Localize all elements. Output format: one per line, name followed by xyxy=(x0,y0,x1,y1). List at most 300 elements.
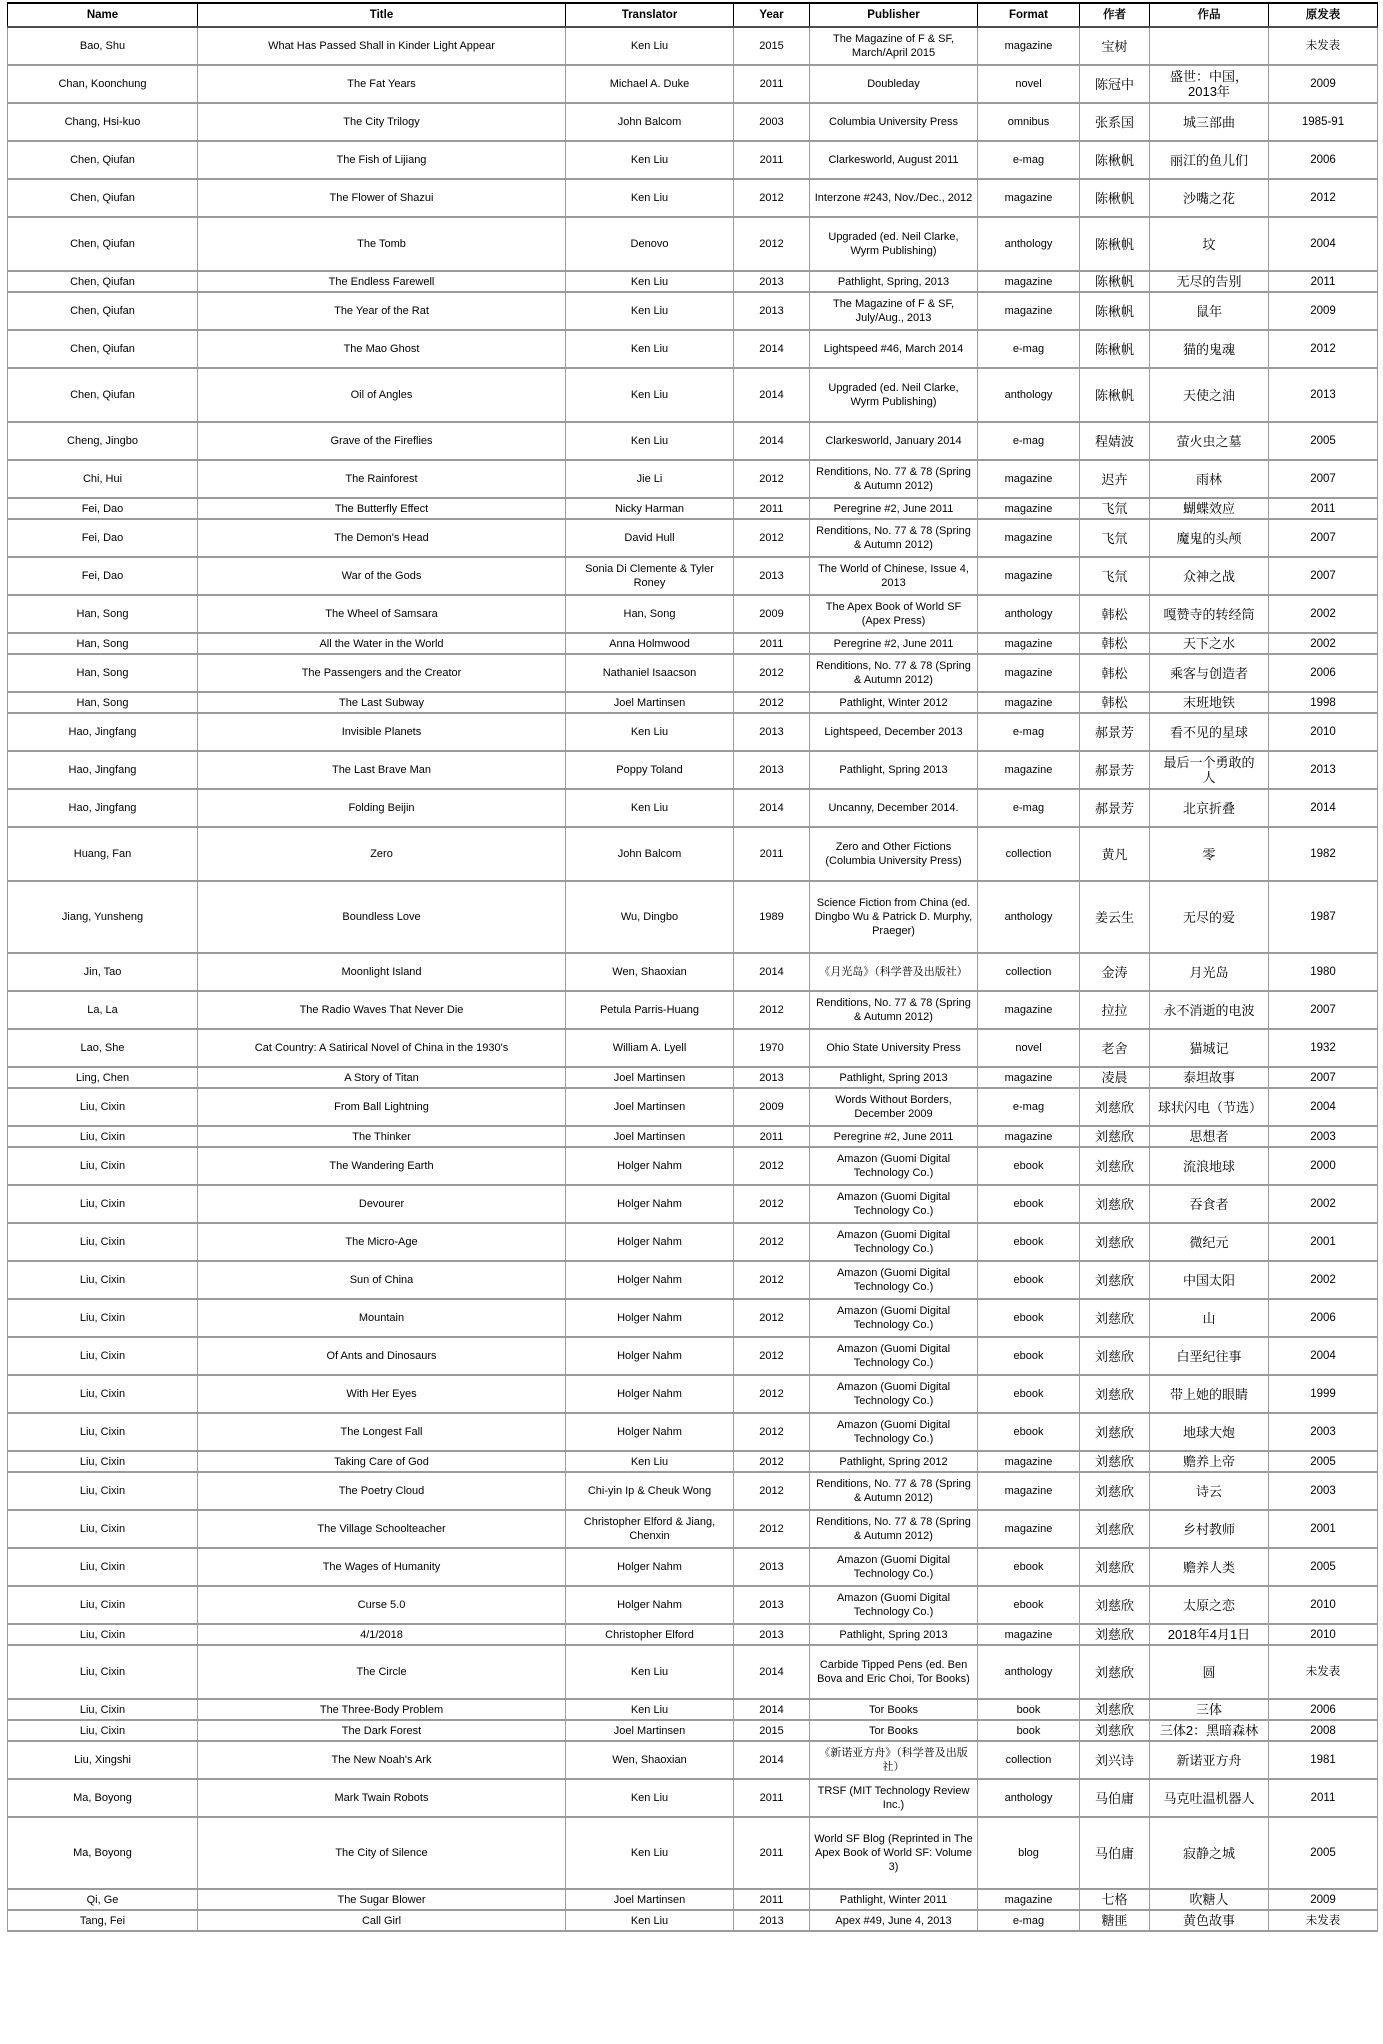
table-cell-orig_pub: 2003 xyxy=(1269,1413,1378,1451)
table-cell-title: The Sugar Blower xyxy=(198,1889,566,1910)
table-cell-work_cn: 无尽的告别 xyxy=(1150,271,1269,292)
table-cell-name: Liu, Cixin xyxy=(8,1699,198,1720)
table-cell-title: Cat Country: A Satirical Novel of China in the 1930's xyxy=(198,1029,566,1067)
table-row xyxy=(8,1337,1378,1375)
table-row xyxy=(8,65,1378,103)
table-row xyxy=(8,713,1378,751)
table-cell-publisher: Zero and Other Fictions (Columbia University Press) xyxy=(810,827,978,881)
table-cell-orig_pub: 2006 xyxy=(1269,141,1378,179)
table-cell-format: anthology xyxy=(978,881,1080,953)
table-cell-publisher: Interzone #243, Nov./Dec., 2012 xyxy=(810,179,978,217)
table-row xyxy=(8,1147,1378,1185)
table-cell-author_cn: 刘慈欣 xyxy=(1080,1699,1150,1720)
table-cell-format: magazine xyxy=(978,271,1080,292)
table-cell-format: e-mag xyxy=(978,1910,1080,1931)
table-cell-publisher: Ohio State University Press xyxy=(810,1029,978,1067)
table-cell-title: The Circle xyxy=(198,1645,566,1699)
table-cell-name: Liu, Cixin xyxy=(8,1126,198,1147)
table-cell-title: Grave of the Fireflies xyxy=(198,422,566,460)
table-cell-title: The Poetry Cloud xyxy=(198,1472,566,1510)
table-cell-orig_pub: 2012 xyxy=(1269,179,1378,217)
table-cell-year: 2012 xyxy=(734,1147,810,1185)
table-cell-title: Oil of Angles xyxy=(198,368,566,422)
table-cell-author_cn: 刘慈欣 xyxy=(1080,1720,1150,1741)
table-row xyxy=(8,1261,1378,1299)
table-cell-title: Curse 5.0 xyxy=(198,1586,566,1624)
table-cell-translator: Ken Liu xyxy=(566,368,734,422)
table-cell-publisher: Peregrine #2, June 2011 xyxy=(810,1126,978,1147)
table-cell-name: Liu, Cixin xyxy=(8,1451,198,1472)
table-cell-name: Liu, Cixin xyxy=(8,1337,198,1375)
table-cell-translator: Wen, Shaoxian xyxy=(566,1741,734,1779)
table-cell-orig_pub: 1982 xyxy=(1269,827,1378,881)
table-cell-year: 2003 xyxy=(734,103,810,141)
table-row xyxy=(8,595,1378,633)
table-cell-title: The Flower of Shazui xyxy=(198,179,566,217)
column-header-name: Name xyxy=(8,3,198,27)
table-cell-publisher: Uncanny, December 2014. xyxy=(810,789,978,827)
table-cell-translator: Ken Liu xyxy=(566,1817,734,1889)
table-cell-name: Chen, Qiufan xyxy=(8,217,198,271)
table-cell-format: anthology xyxy=(978,368,1080,422)
table-cell-title: From Ball Lightning xyxy=(198,1088,566,1126)
table-cell-publisher: Pathlight, Winter 2011 xyxy=(810,1889,978,1910)
table-cell-orig_pub: 未发表 xyxy=(1269,1910,1378,1931)
table-row xyxy=(8,1472,1378,1510)
table-cell-title: The Three-Body Problem xyxy=(198,1699,566,1720)
table-cell-author_cn: 刘兴诗 xyxy=(1080,1741,1150,1779)
table-cell-author_cn: 迟卉 xyxy=(1080,460,1150,498)
table-row xyxy=(8,991,1378,1029)
table-cell-year: 2013 xyxy=(734,292,810,330)
table-cell-translator: Holger Nahm xyxy=(566,1147,734,1185)
table-cell-work_cn: 球状闪电（节选） xyxy=(1150,1088,1269,1126)
table-cell-author_cn: 刘慈欣 xyxy=(1080,1472,1150,1510)
table-cell-name: Han, Song xyxy=(8,654,198,692)
table-cell-format: magazine xyxy=(978,1451,1080,1472)
table-cell-format: ebook xyxy=(978,1375,1080,1413)
table-cell-author_cn: 姜云生 xyxy=(1080,881,1150,953)
table-cell-author_cn: 糖匪 xyxy=(1080,1910,1150,1931)
table-row xyxy=(8,1029,1378,1067)
table-cell-publisher: Pathlight, Winter 2012 xyxy=(810,692,978,713)
table-cell-name: Qi, Ge xyxy=(8,1889,198,1910)
table-row xyxy=(8,654,1378,692)
table-cell-translator: Holger Nahm xyxy=(566,1548,734,1586)
table-cell-name: Hao, Jingfang xyxy=(8,789,198,827)
table-cell-title: The Demon's Head xyxy=(198,519,566,557)
table-cell-translator: Holger Nahm xyxy=(566,1413,734,1451)
table-cell-format: ebook xyxy=(978,1147,1080,1185)
table-cell-year: 2012 xyxy=(734,1375,810,1413)
table-cell-year: 2013 xyxy=(734,1067,810,1088)
table-cell-name: Ma, Boyong xyxy=(8,1779,198,1817)
table-cell-work_cn: 思想者 xyxy=(1150,1126,1269,1147)
table-cell-name: Han, Song xyxy=(8,692,198,713)
table-cell-format: anthology xyxy=(978,1645,1080,1699)
table-cell-publisher: Amazon (Guomi Digital Technology Co.) xyxy=(810,1413,978,1451)
table-cell-name: Liu, Cixin xyxy=(8,1472,198,1510)
table-cell-author_cn: 陈楸帆 xyxy=(1080,217,1150,271)
table-cell-publisher: Clarkesworld, August 2011 xyxy=(810,141,978,179)
table-cell-publisher: Columbia University Press xyxy=(810,103,978,141)
table-cell-author_cn: 七格 xyxy=(1080,1889,1150,1910)
table-cell-translator: Joel Martinsen xyxy=(566,1720,734,1741)
table-cell-title: The Last Subway xyxy=(198,692,566,713)
table-cell-translator: Ken Liu xyxy=(566,292,734,330)
table-cell-translator: Holger Nahm xyxy=(566,1337,734,1375)
table-cell-name: La, La xyxy=(8,991,198,1029)
table-cell-name: Chen, Qiufan xyxy=(8,179,198,217)
table-cell-title: Zero xyxy=(198,827,566,881)
table-cell-format: collection xyxy=(978,827,1080,881)
table-cell-title: Mark Twain Robots xyxy=(198,1779,566,1817)
table-cell-year: 2011 xyxy=(734,141,810,179)
table-cell-orig_pub: 2001 xyxy=(1269,1510,1378,1548)
table-cell-format: magazine xyxy=(978,751,1080,789)
table-row xyxy=(8,103,1378,141)
table-cell-author_cn: 马伯庸 xyxy=(1080,1817,1150,1889)
table-cell-work_cn: 白垩纪往事 xyxy=(1150,1337,1269,1375)
table-cell-name: Chen, Qiufan xyxy=(8,271,198,292)
table-cell-translator: Joel Martinsen xyxy=(566,692,734,713)
column-header-translator: Translator xyxy=(566,3,734,27)
table-cell-author_cn: 拉拉 xyxy=(1080,991,1150,1029)
table-cell-orig_pub: 2001 xyxy=(1269,1223,1378,1261)
table-cell-work_cn: 沙嘴之花 xyxy=(1150,179,1269,217)
table-cell-work_cn: 太原之恋 xyxy=(1150,1586,1269,1624)
table-cell-work_cn: 马克吐温机器人 xyxy=(1150,1779,1269,1817)
column-header-publisher: Publisher xyxy=(810,3,978,27)
table-cell-orig_pub: 2009 xyxy=(1269,1889,1378,1910)
table-cell-work_cn: 新诺亚方舟 xyxy=(1150,1741,1269,1779)
table-cell-orig_pub: 2002 xyxy=(1269,633,1378,654)
table-cell-orig_pub: 2000 xyxy=(1269,1147,1378,1185)
table-cell-author_cn: 刘慈欣 xyxy=(1080,1147,1150,1185)
table-cell-name: Chen, Qiufan xyxy=(8,292,198,330)
table-row xyxy=(8,633,1378,654)
table-cell-publisher: Peregrine #2, June 2011 xyxy=(810,498,978,519)
table-cell-title: Sun of China xyxy=(198,1261,566,1299)
table-cell-year: 2011 xyxy=(734,1126,810,1147)
table-cell-year: 2012 xyxy=(734,654,810,692)
table-cell-name: Ling, Chen xyxy=(8,1067,198,1088)
table-cell-format: ebook xyxy=(978,1261,1080,1299)
table-cell-work_cn: 诗云 xyxy=(1150,1472,1269,1510)
table-cell-name: Chen, Qiufan xyxy=(8,368,198,422)
table-cell-year: 2011 xyxy=(734,633,810,654)
table-cell-format: e-mag xyxy=(978,789,1080,827)
table-cell-translator: William A. Lyell xyxy=(566,1029,734,1067)
table-cell-work_cn: 零 xyxy=(1150,827,1269,881)
table-cell-publisher: Renditions, No. 77 & 78 (Spring & Autumn 2012) xyxy=(810,1472,978,1510)
table-cell-title: The Fat Years xyxy=(198,65,566,103)
table-cell-author_cn: 刘慈欣 xyxy=(1080,1088,1150,1126)
table-cell-orig_pub: 1998 xyxy=(1269,692,1378,713)
table-cell-year: 2012 xyxy=(734,1299,810,1337)
table-cell-translator: Anna Holmwood xyxy=(566,633,734,654)
table-cell-translator: John Balcom xyxy=(566,103,734,141)
table-cell-name: Chen, Qiufan xyxy=(8,330,198,368)
table-cell-title: The Wages of Humanity xyxy=(198,1548,566,1586)
table-cell-publisher: World SF Blog (Reprinted in The Apex Book of World SF: Volume 3) xyxy=(810,1817,978,1889)
table-cell-translator: Ken Liu xyxy=(566,27,734,65)
table-cell-translator: Joel Martinsen xyxy=(566,1126,734,1147)
table-cell-publisher: Lightspeed #46, March 2014 xyxy=(810,330,978,368)
table-cell-format: magazine xyxy=(978,1624,1080,1645)
table-cell-orig_pub: 2011 xyxy=(1269,271,1378,292)
table-cell-work_cn: 吞食者 xyxy=(1150,1185,1269,1223)
table-row xyxy=(8,1548,1378,1586)
table-cell-author_cn: 刘慈欣 xyxy=(1080,1185,1150,1223)
table-cell-author_cn: 陈楸帆 xyxy=(1080,292,1150,330)
table-cell-publisher: Upgraded (ed. Neil Clarke, Wyrm Publishing) xyxy=(810,217,978,271)
table-cell-translator: Christopher Elford & Jiang, Chenxin xyxy=(566,1510,734,1548)
table-cell-year: 2012 xyxy=(734,692,810,713)
table-row xyxy=(8,292,1378,330)
table-row xyxy=(8,1510,1378,1548)
table-cell-publisher: Doubleday xyxy=(810,65,978,103)
table-row xyxy=(8,1889,1378,1910)
table-row xyxy=(8,1299,1378,1337)
table-cell-author_cn: 金涛 xyxy=(1080,953,1150,991)
table-cell-publisher: Tor Books xyxy=(810,1720,978,1741)
table-cell-name: Liu, Cixin xyxy=(8,1375,198,1413)
table-cell-translator: John Balcom xyxy=(566,827,734,881)
table-cell-format: magazine xyxy=(978,1126,1080,1147)
table-row xyxy=(8,217,1378,271)
table-cell-orig_pub: 2002 xyxy=(1269,1185,1378,1223)
table-cell-translator: Sonia Di Clemente & Tyler Roney xyxy=(566,557,734,595)
table-cell-work_cn: 寂静之城 xyxy=(1150,1817,1269,1889)
table-cell-publisher: Amazon (Guomi Digital Technology Co.) xyxy=(810,1375,978,1413)
column-header-orig_pub: 原发表 xyxy=(1269,3,1378,27)
table-cell-name: Tang, Fei xyxy=(8,1910,198,1931)
table-row xyxy=(8,953,1378,991)
table-cell-title: Of Ants and Dinosaurs xyxy=(198,1337,566,1375)
table-cell-orig_pub: 2005 xyxy=(1269,1817,1378,1889)
table-cell-translator: Michael A. Duke xyxy=(566,65,734,103)
translations-table xyxy=(7,2,1378,1932)
table-cell-format: e-mag xyxy=(978,713,1080,751)
table-cell-author_cn: 张系国 xyxy=(1080,103,1150,141)
table-cell-title: The Wandering Earth xyxy=(198,1147,566,1185)
table-row xyxy=(8,422,1378,460)
table-cell-translator: Ken Liu xyxy=(566,179,734,217)
table-cell-format: magazine xyxy=(978,179,1080,217)
table-cell-orig_pub: 2003 xyxy=(1269,1126,1378,1147)
column-header-author_cn: 作者 xyxy=(1080,3,1150,27)
table-cell-publisher: The Apex Book of World SF (Apex Press) xyxy=(810,595,978,633)
table-cell-publisher: 《新诺亚方舟》（科学普及出版社） xyxy=(810,1741,978,1779)
table-cell-title: 4/1/2018 xyxy=(198,1624,566,1645)
table-cell-year: 2014 xyxy=(734,1699,810,1720)
table-cell-year: 2012 xyxy=(734,1261,810,1299)
table-cell-year: 1970 xyxy=(734,1029,810,1067)
table-cell-author_cn: 刘慈欣 xyxy=(1080,1261,1150,1299)
table-cell-orig_pub: 2006 xyxy=(1269,654,1378,692)
table-cell-author_cn: 刘慈欣 xyxy=(1080,1337,1150,1375)
table-cell-work_cn: 乡村教师 xyxy=(1150,1510,1269,1548)
table-cell-year: 2012 xyxy=(734,1223,810,1261)
table-cell-author_cn: 宝树 xyxy=(1080,27,1150,65)
table-cell-title: The Thinker xyxy=(198,1126,566,1147)
table-cell-work_cn: 地球大炮 xyxy=(1150,1413,1269,1451)
table-cell-author_cn: 陈楸帆 xyxy=(1080,179,1150,217)
table-cell-work_cn: 天使之油 xyxy=(1150,368,1269,422)
table-body xyxy=(8,27,1378,1931)
table-cell-publisher: TRSF (MIT Technology Review Inc.) xyxy=(810,1779,978,1817)
table-row xyxy=(8,141,1378,179)
table-cell-work_cn xyxy=(1150,27,1269,65)
table-cell-format: collection xyxy=(978,953,1080,991)
table-cell-year: 2011 xyxy=(734,1779,810,1817)
table-cell-work_cn: 泰坦故事 xyxy=(1150,1067,1269,1088)
table-cell-publisher: Renditions, No. 77 & 78 (Spring & Autumn 2012) xyxy=(810,654,978,692)
table-cell-format: blog xyxy=(978,1817,1080,1889)
table-cell-format: ebook xyxy=(978,1548,1080,1586)
table-cell-orig_pub: 2007 xyxy=(1269,519,1378,557)
table-cell-orig_pub: 2010 xyxy=(1269,1624,1378,1645)
table-cell-orig_pub: 2013 xyxy=(1269,751,1378,789)
table-cell-publisher: Renditions, No. 77 & 78 (Spring & Autumn 2012) xyxy=(810,519,978,557)
table-cell-author_cn: 老舍 xyxy=(1080,1029,1150,1067)
table-cell-orig_pub: 2005 xyxy=(1269,1451,1378,1472)
table-cell-year: 2015 xyxy=(734,27,810,65)
table-cell-publisher: Upgraded (ed. Neil Clarke, Wyrm Publishing) xyxy=(810,368,978,422)
table-row xyxy=(8,751,1378,789)
table-cell-orig_pub: 1980 xyxy=(1269,953,1378,991)
table-cell-orig_pub: 2004 xyxy=(1269,1337,1378,1375)
table-cell-publisher: Science Fiction from China (ed. Dingbo Wu & Patrick D. Murphy, Praeger) xyxy=(810,881,978,953)
table-cell-name: Fei, Dao xyxy=(8,557,198,595)
table-cell-name: Liu, Cixin xyxy=(8,1299,198,1337)
table-cell-year: 2012 xyxy=(734,179,810,217)
table-cell-translator: Ken Liu xyxy=(566,422,734,460)
table-cell-publisher: The World of Chinese, Issue 4, 2013 xyxy=(810,557,978,595)
table-cell-name: Chang, Hsi-kuo xyxy=(8,103,198,141)
table-cell-format: e-mag xyxy=(978,330,1080,368)
table-row xyxy=(8,789,1378,827)
table-cell-format: anthology xyxy=(978,1779,1080,1817)
table-cell-author_cn: 郝景芳 xyxy=(1080,789,1150,827)
table-cell-year: 2011 xyxy=(734,1817,810,1889)
table-cell-translator: Ken Liu xyxy=(566,713,734,751)
table-cell-year: 2012 xyxy=(734,1451,810,1472)
table-cell-orig_pub: 1987 xyxy=(1269,881,1378,953)
table-cell-translator: Ken Liu xyxy=(566,1779,734,1817)
table-cell-author_cn: 刘慈欣 xyxy=(1080,1299,1150,1337)
table-cell-work_cn: 赡养人类 xyxy=(1150,1548,1269,1586)
table-cell-name: Han, Song xyxy=(8,633,198,654)
table-cell-title: Folding Beijin xyxy=(198,789,566,827)
table-cell-name: Liu, Cixin xyxy=(8,1147,198,1185)
table-cell-name: Lao, She xyxy=(8,1029,198,1067)
table-cell-name: Chen, Qiufan xyxy=(8,141,198,179)
table-cell-name: Liu, Cixin xyxy=(8,1185,198,1223)
table-row xyxy=(8,1586,1378,1624)
table-cell-title: The Wheel of Samsara xyxy=(198,595,566,633)
table-cell-publisher: Renditions, No. 77 & 78 (Spring & Autumn 2012) xyxy=(810,991,978,1029)
table-cell-publisher: Carbide Tipped Pens (ed. Ben Bova and Eric Choi, Tor Books) xyxy=(810,1645,978,1699)
table-cell-title: All the Water in the World xyxy=(198,633,566,654)
table-cell-translator: Wen, Shaoxian xyxy=(566,953,734,991)
table-cell-author_cn: 韩松 xyxy=(1080,633,1150,654)
table-row xyxy=(8,1223,1378,1261)
table-cell-author_cn: 郝景芳 xyxy=(1080,713,1150,751)
table-cell-work_cn: 山 xyxy=(1150,1299,1269,1337)
table-cell-publisher: Pathlight, Spring 2013 xyxy=(810,1624,978,1645)
table-cell-format: magazine xyxy=(978,654,1080,692)
table-cell-translator: Ken Liu xyxy=(566,271,734,292)
table-cell-publisher: Pathlight, Spring, 2013 xyxy=(810,271,978,292)
table-cell-title: The City Trilogy xyxy=(198,103,566,141)
table-cell-name: Liu, Cixin xyxy=(8,1261,198,1299)
table-cell-year: 2013 xyxy=(734,1586,810,1624)
table-cell-format: novel xyxy=(978,65,1080,103)
table-cell-translator: Holger Nahm xyxy=(566,1586,734,1624)
table-cell-orig_pub: 2006 xyxy=(1269,1699,1378,1720)
table-cell-year: 2014 xyxy=(734,330,810,368)
table-row xyxy=(8,692,1378,713)
table-row xyxy=(8,1624,1378,1645)
table-cell-orig_pub: 2013 xyxy=(1269,368,1378,422)
table-cell-title: The Micro-Age xyxy=(198,1223,566,1261)
table-cell-work_cn: 永不消逝的电波 xyxy=(1150,991,1269,1029)
table-cell-name: Liu, Cixin xyxy=(8,1720,198,1741)
table-cell-publisher: Lightspeed, December 2013 xyxy=(810,713,978,751)
table-cell-orig_pub: 2005 xyxy=(1269,422,1378,460)
table-cell-format: omnibus xyxy=(978,103,1080,141)
table-cell-format: magazine xyxy=(978,498,1080,519)
table-cell-work_cn: 最后一个勇敢的人 xyxy=(1150,751,1269,789)
table-cell-year: 2013 xyxy=(734,713,810,751)
table-cell-name: Liu, Cixin xyxy=(8,1548,198,1586)
table-row xyxy=(8,330,1378,368)
table-cell-work_cn: 月光岛 xyxy=(1150,953,1269,991)
table-cell-work_cn: 2018年4月1日 xyxy=(1150,1624,1269,1645)
table-cell-format: magazine xyxy=(978,27,1080,65)
table-cell-title: The Endless Farewell xyxy=(198,271,566,292)
table-cell-format: ebook xyxy=(978,1185,1080,1223)
table-row xyxy=(8,271,1378,292)
table-cell-publisher: Amazon (Guomi Digital Technology Co.) xyxy=(810,1223,978,1261)
table-cell-year: 2012 xyxy=(734,460,810,498)
table-cell-work_cn: 猫的鬼魂 xyxy=(1150,330,1269,368)
table-cell-author_cn: 陈楸帆 xyxy=(1080,368,1150,422)
table-cell-orig_pub: 1985-91 xyxy=(1269,103,1378,141)
table-cell-translator: Ken Liu xyxy=(566,141,734,179)
table-cell-author_cn: 飞氘 xyxy=(1080,498,1150,519)
table-cell-translator: Holger Nahm xyxy=(566,1299,734,1337)
table-cell-format: ebook xyxy=(978,1413,1080,1451)
table-cell-year: 1989 xyxy=(734,881,810,953)
table-cell-publisher: Pathlight, Spring 2013 xyxy=(810,1067,978,1088)
table-cell-publisher: Tor Books xyxy=(810,1699,978,1720)
table-cell-year: 2013 xyxy=(734,1548,810,1586)
table-cell-year: 2012 xyxy=(734,1472,810,1510)
table-cell-format: e-mag xyxy=(978,422,1080,460)
table-cell-orig_pub: 2011 xyxy=(1269,1779,1378,1817)
table-cell-format: book xyxy=(978,1720,1080,1741)
table-cell-work_cn: 天下之水 xyxy=(1150,633,1269,654)
table-cell-translator: Holger Nahm xyxy=(566,1261,734,1299)
table-cell-title: The Mao Ghost xyxy=(198,330,566,368)
table-cell-name: Ma, Boyong xyxy=(8,1817,198,1889)
table-cell-year: 2012 xyxy=(734,1337,810,1375)
table-cell-author_cn: 陈楸帆 xyxy=(1080,330,1150,368)
table-cell-author_cn: 韩松 xyxy=(1080,692,1150,713)
